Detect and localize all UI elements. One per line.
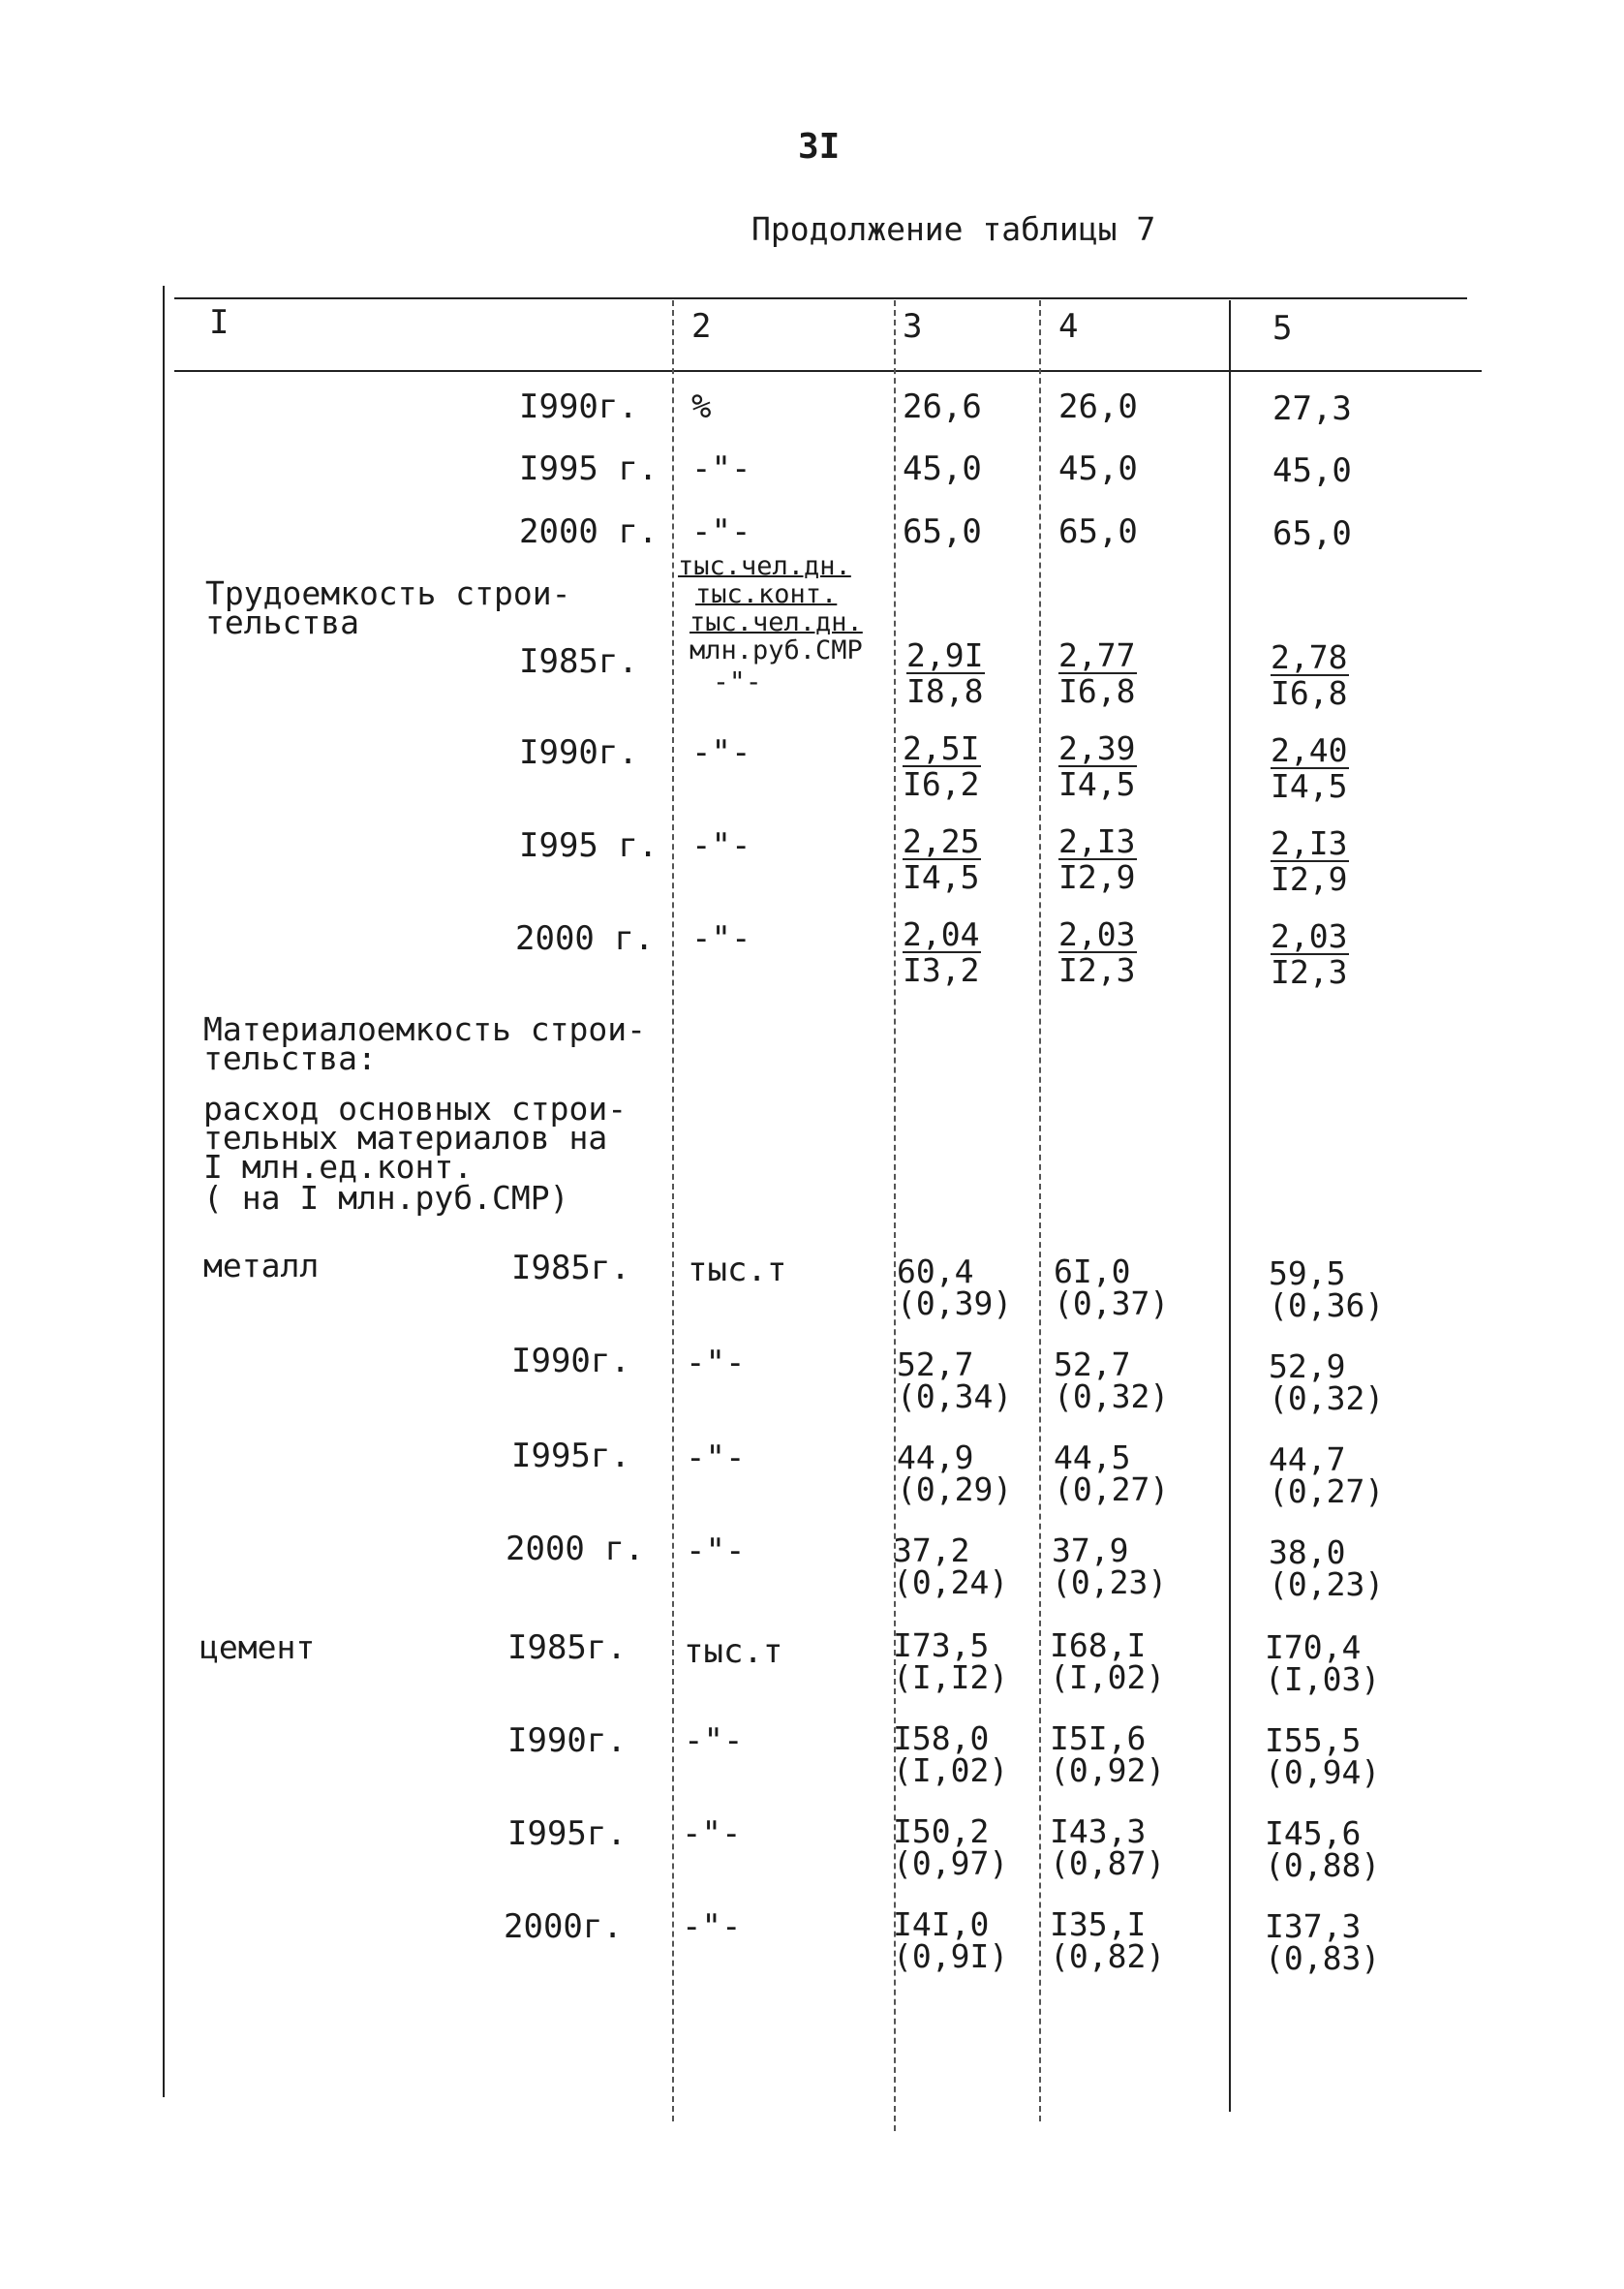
cell-col3: I73,5 (I,I2) <box>893 1626 1009 1696</box>
labor-unit-line1: тыс.чел.дн. <box>678 551 851 581</box>
cell-col3: 60,4 (0,39) <box>897 1253 1013 1322</box>
labor-label-line1: Трудоемкость строи- <box>205 574 571 612</box>
material-label-line1: Материалоемкость строи- <box>203 1010 646 1048</box>
labor-label-line2: тельства <box>205 603 359 641</box>
cell-col3: 45,0 <box>903 449 982 488</box>
cell-col4: 65,0 <box>1058 512 1138 551</box>
cell-col5: $\frac{2,78}{I6,8}$ <box>1271 638 1348 712</box>
cell-col5: 65,0 <box>1272 514 1352 553</box>
row-year: I985г. <box>519 642 638 681</box>
cell-col3: $\frac{2,25}{I4,5}$ <box>903 822 980 896</box>
row-year: I995 г. <box>519 826 659 865</box>
column-divider-1-2 <box>672 300 674 2121</box>
cell-col5: $\frac{2,40}{I4,5}$ <box>1271 731 1348 805</box>
material-sub-line2: тельных материалов на <box>203 1119 608 1157</box>
column-header-5: 5 <box>1272 309 1293 348</box>
row-unit: -"- <box>713 665 762 697</box>
cell-col5: 27,3 <box>1272 389 1352 428</box>
column-header-1: I <box>209 303 230 342</box>
cell-col5: 44,7 (0,27) <box>1269 1440 1385 1510</box>
cell-col4: I35,I (0,82) <box>1050 1905 1166 1975</box>
labor-unit-line4: млн.руб.СМР <box>689 635 863 666</box>
cell-col4: I68,I (I,02) <box>1050 1626 1166 1696</box>
row-unit: -"- <box>691 512 751 551</box>
cell-col5: 45,0 <box>1272 451 1352 490</box>
cell-col5: 38,0 (0,23) <box>1269 1533 1385 1603</box>
row-unit: -"- <box>686 1438 746 1477</box>
cell-col4: I5I,6 (0,92) <box>1050 1719 1166 1789</box>
row-unit: -"- <box>684 1721 744 1760</box>
cell-col3: 65,0 <box>903 512 982 551</box>
cement-label: цемент <box>199 1628 316 1666</box>
cell-col5: I70,4 (I,03) <box>1265 1628 1381 1698</box>
row-year: I985г. <box>507 1628 627 1667</box>
cell-col4: $\frac{2,77}{I6,8}$ <box>1058 636 1136 710</box>
cell-col3: 52,7 (0,34) <box>897 1346 1013 1415</box>
column-divider-3-4 <box>1039 300 1041 2121</box>
row-unit: -"- <box>682 1907 742 1946</box>
cell-col3: I58,0 (I,02) <box>893 1719 1009 1789</box>
column-header-3: 3 <box>903 307 923 346</box>
labor-unit-line3: тыс.чел.дн. <box>689 607 863 638</box>
row-unit: тыс.т <box>684 1632 783 1671</box>
row-unit: тыс.т <box>688 1251 787 1289</box>
column-header-4: 4 <box>1058 307 1079 346</box>
cell-col4: $\frac{2,39}{I4,5}$ <box>1058 729 1136 803</box>
row-year: I995 г. <box>519 449 659 488</box>
cell-col4: 6I,0 (0,37) <box>1054 1253 1170 1322</box>
material-sub-line1: расход основных строи- <box>203 1090 628 1128</box>
row-unit: -"- <box>682 1814 742 1853</box>
row-unit: -"- <box>691 826 751 865</box>
cell-col4: $\frac{2,03}{I2,3}$ <box>1058 915 1136 989</box>
cell-col3: I50,2 (0,97) <box>893 1812 1009 1882</box>
cell-col5: I55,5 (0,94) <box>1265 1721 1381 1791</box>
cell-col4: 45,0 <box>1058 449 1138 488</box>
cell-col4: $\frac{2,I3}{I2,9}$ <box>1058 822 1136 896</box>
row-unit: % <box>691 387 712 426</box>
cell-col3: I4I,0 (0,9I) <box>893 1905 1009 1975</box>
cell-col4: 44,5 (0,27) <box>1054 1438 1170 1508</box>
row-year: 2000г. <box>504 1907 623 1946</box>
row-year: 2000 г. <box>506 1530 645 1568</box>
labor-unit-stack <box>678 552 863 665</box>
row-year: 2000 г. <box>515 919 655 958</box>
row-unit: -"- <box>691 449 751 488</box>
column-header-2: 2 <box>691 307 712 346</box>
row-unit: -"- <box>686 1531 746 1570</box>
cell-col5: 59,5 (0,36) <box>1269 1254 1385 1324</box>
row-unit: -"- <box>691 733 751 772</box>
row-year: I985г. <box>511 1249 630 1287</box>
metal-label: металл <box>203 1247 320 1284</box>
cell-col3: 26,6 <box>903 387 982 426</box>
cell-col3: 44,9 (0,29) <box>897 1438 1013 1508</box>
cell-col5: $\frac{2,I3}{I2,9}$ <box>1271 824 1348 898</box>
cell-col4: I43,3 (0,87) <box>1050 1812 1166 1882</box>
cell-col4: 37,9 (0,23) <box>1052 1531 1168 1601</box>
row-year: I995г. <box>507 1814 627 1853</box>
cell-col3: $\frac{2,9I}{I8,8}$ <box>906 636 984 710</box>
row-year: I990г. <box>507 1721 627 1760</box>
row-year: I990г. <box>519 733 638 772</box>
material-label-line2: тельства: <box>203 1039 377 1077</box>
row-year: I990г. <box>519 387 638 426</box>
labor-unit-line2: тыс.конт. <box>695 579 838 610</box>
material-sub-line4: ( на I млн.руб.СМР) <box>203 1179 569 1217</box>
table-left-border <box>163 286 165 2097</box>
header-bottom-rule <box>174 370 1482 372</box>
row-year: I995г. <box>511 1437 630 1475</box>
row-year: 2000 г. <box>519 512 659 551</box>
column-divider-4-5 <box>1229 300 1231 2112</box>
row-unit: -"- <box>686 1344 746 1382</box>
cell-col3: $\frac{2,5I}{I6,2}$ <box>903 729 980 803</box>
cell-col5: I45,6 (0,88) <box>1265 1814 1381 1884</box>
cell-col3: 37,2 (0,24) <box>893 1531 1009 1601</box>
row-unit: -"- <box>691 919 751 958</box>
cell-col4: 26,0 <box>1058 387 1138 426</box>
row-year: I990г. <box>511 1342 630 1380</box>
cell-col5: I37,3 (0,83) <box>1265 1907 1381 1977</box>
material-sub-line3: I млн.ед.конт. <box>203 1148 474 1186</box>
continuation-title: Продолжение таблицы 7 <box>751 210 1156 248</box>
cell-col5: 52,9 (0,32) <box>1269 1347 1385 1417</box>
cell-col3: $\frac{2,04}{I3,2}$ <box>903 915 980 989</box>
page-number: 3I <box>798 127 841 167</box>
cell-col4: 52,7 (0,32) <box>1054 1346 1170 1415</box>
cell-col5: $\frac{2,03}{I2,3}$ <box>1271 917 1348 991</box>
table-top-rule <box>174 297 1467 299</box>
